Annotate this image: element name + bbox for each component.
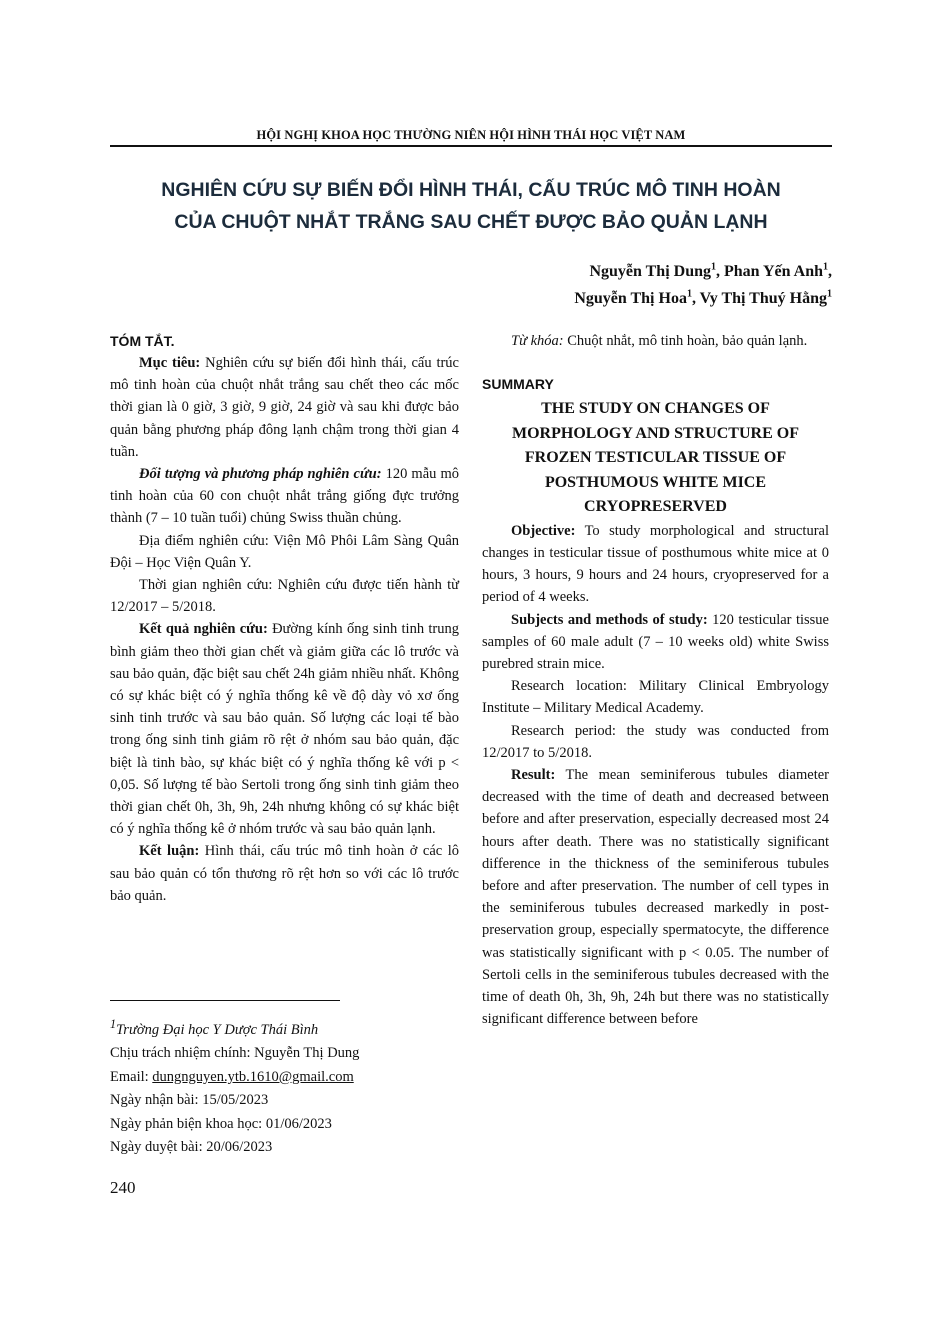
footnotes [110, 1013, 459, 1160]
title-line-1: NGHIÊN CỨU SỰ BIẾN ĐỔI HÌNH THÁI, CẤU TRÚC MÔ TINH HOÀN [161, 179, 781, 201]
date-reviewed: Ngày phản biện khoa học: 01/06/2023 [110, 1115, 332, 1132]
summary-result: Result: The mean seminiferous tubules diameter decreased with the time of death and decreased between before and after preservation, especially decreased most 24 hours after death. There was no statistically significant difference in the thickness of the seminiferous tubules before and after preservation. The number of cell types in the seminiferous tubules decreased markedly in post-preservation group, especially spermatocyte, the difference was statistically significant with p < 0.05. The number of Sertoli cells in the seminiferous tubules decreased with the time of death 0h, 3h, 9h, 24h but there was no statistically significant difference between before [482, 766, 829, 1028]
abstract-location: Địa điểm nghiên cứu: Viện Mô Phôi Lâm Sàng Quân Đội – Học Viện Quân Y. [110, 532, 459, 571]
author-list [574, 258, 832, 312]
email-line: Email: dungnguyen.ytb.1610@gmail.com [110, 1068, 354, 1085]
header-rule [110, 145, 832, 147]
page-number: 240 [110, 1178, 136, 1197]
corresponding-author: Chịu trách nhiệm chính: Nguyễn Thị Dung [110, 1045, 360, 1062]
author-affil: 1 [823, 261, 828, 273]
title-line-2: CỦA CHUỘT NHẮT TRẮNG SAU CHẾT ĐƯỢC BẢO QUẢN LẠNH [174, 211, 768, 233]
date-accepted: Ngày duyệt bài: 20/06/2023 [110, 1139, 273, 1156]
author-name: Vy Thị Thuý Hằng [699, 290, 827, 307]
author-name: Nguyễn Thị Hoa [574, 290, 687, 307]
author-name: Phan Yến Anh [724, 263, 823, 280]
summary-heading: SUMMARY [482, 376, 554, 393]
summary-title: THE STUDY ON CHANGES OF MORPHOLOGY AND STRUCTURE OF FROZEN TESTICULAR TISSUE OF POSTHUMOUS WHITE MICE CRYOPRESERVED [512, 400, 799, 516]
summary-en [482, 330, 829, 1030]
summary-subjects: Subjects and methods of study: 120 testicular tissue samples of 60 male adult (7 – 10 weeks old) white Swiss purebred strain mice. [482, 611, 829, 672]
abstract-subjects: Đối tượng và phương pháp nghiên cứu: 120 mẫu mô tinh hoàn của 60 con chuột nhắt trắng giống đực trưởng thành (7 – 10 tuần tuổi) chủng Swiss thuần chủng. [110, 466, 459, 527]
author-line-2: Nguyễn Thị Hoa$^1$, Vy Thị Thuý Hằng$^1$ [574, 288, 832, 307]
author-affil: 1 [686, 288, 692, 300]
footnote-rule [110, 1000, 340, 1001]
date-received: Ngày nhận bài: 15/05/2023 [110, 1092, 269, 1109]
summary-objective: Objective: To study morphological and structural changes in testicular tissue of posthumous white mice at 0 hours, 3 hours, 9 hours and 24 hours, cryopreserved for a period of 4 weeks. [482, 522, 829, 606]
abstract-conclusion: Kết luận: Hình thái, cấu trúc mô tinh hoàn ở các lô sau bảo quản có tổn thương rõ rệt hơn so với các lô trước bảo quản. [110, 843, 459, 904]
abstract-heading: TÓM TẮT. [110, 333, 175, 349]
author-name: Nguyễn Thị Dung [589, 263, 711, 280]
abstract-period: Thời gian nghiên cứu: Nghiên cứu được tiến hành từ 12/2017 – 5/2018. [110, 577, 459, 616]
running-header: HỘI NGHỊ KHOA HỌC THƯỜNG NIÊN HỘI HÌNH THÁI HỌC VIỆT NAM [256, 128, 686, 142]
summary-location: Research location: Military Clinical Embryology Institute – Military Medical Academy. [482, 678, 829, 717]
abstract-objective: Mục tiêu: Nghiên cứu sự biến đổi hình thái, cấu trúc mô tinh hoàn của chuột nhắt trắng sau chết theo các mốc thời gian là 0 giờ, 3 giờ, 9 giờ, 24 giờ và sau khi được bảo quản bằng phương pháp đông lạnh chậm trong thời gian 4 tuần. [110, 355, 459, 460]
author-affil: 1 [711, 261, 716, 273]
keywords: Từ khóa: Chuột nhắt, mô tinh hoàn, bảo quản lạnh. [511, 333, 808, 349]
affiliation-note: $^1$Trường Đại học Y Dược Thái Bình [110, 1017, 319, 1038]
email-link[interactable]: dungnguyen.ytb.1610@gmail.com [152, 1068, 354, 1085]
summary-period: Research period: the study was conducted from 12/2017 to 5/2018. [482, 722, 829, 761]
author-line-1: Nguyễn Thị Dung$^1$, Phan Yến Anh$^1$, [589, 261, 832, 280]
abstract-vi [110, 330, 459, 907]
author-affil: 1 [827, 288, 832, 300]
abstract-results: Kết quả nghiên cứu: Đường kính ống sinh tinh trung bình giảm theo thời gian chết và giảm giữa các lô trước và sau bảo quản, đặc biệt sau chết 24h giảm nhiều nhất. Không có sự khác biệt có ý nghĩa thống kê về độ dày vỏ xơ ống sinh tinh trước và sau bảo quản. Số lượng các loại tế bào trong ống sinh tinh giảm rõ rệt ở nhóm sau bảo quản, đặc biệt là tinh bào, sự khác biệt có ý nghĩa thống kê với p < 0,05. Số lượng tế bào Sertoli trong ống sinh tinh giảm theo thời gian chết 0h, 3h, 9h, 24h nhưng không có sự khác biệt có ý nghĩa thống kê ở nhóm trước và sau bảo quản lạnh. [110, 621, 459, 838]
article-title [110, 174, 832, 238]
